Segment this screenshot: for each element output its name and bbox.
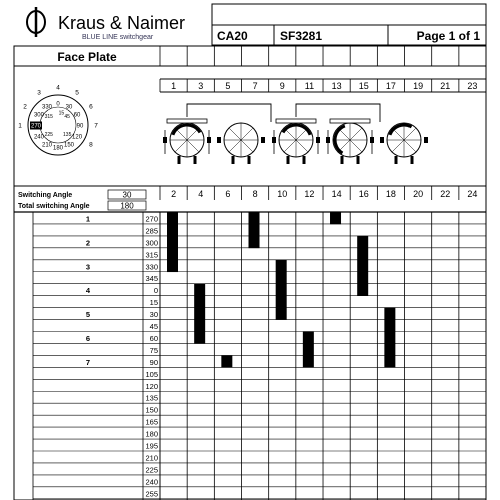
contact-closed-6-75: [303, 343, 314, 355]
dial-angle-45: 45: [64, 113, 70, 120]
switching-angle-value: 30: [122, 190, 132, 200]
contact-closed-5-0: [276, 284, 287, 296]
contact-closed-2-45: [194, 320, 205, 332]
dial-icon: [18, 85, 98, 156]
dial-position-3: 3: [37, 89, 41, 97]
contact-cam-icon: [217, 123, 265, 164]
dial-angle-90: 90: [76, 123, 84, 130]
angle-row-240: 240: [145, 477, 158, 487]
terminal-bottom-8: 8: [252, 189, 258, 199]
angle-row-300: 300: [145, 238, 158, 248]
phi-logo-icon: [27, 7, 45, 37]
terminal-top-21: 21: [440, 81, 451, 91]
contact-closed-1-300: [167, 236, 178, 248]
dial-position-8: 8: [89, 141, 93, 149]
terminal-top-17: 17: [385, 81, 396, 91]
contact-closed-9-60: [384, 332, 395, 344]
terminal-top-7: 7: [252, 81, 258, 91]
dial-position-1: 1: [18, 122, 22, 130]
dial-angle-240: 240: [33, 134, 44, 141]
contact-closed-5-15: [276, 296, 287, 308]
angle-row-135: 135: [145, 393, 158, 403]
terminal-top-3: 3: [198, 81, 204, 91]
terminal-bottom-22: 22: [440, 189, 451, 199]
dial-position-5: 5: [75, 89, 79, 97]
dial-angle-150: 150: [63, 142, 75, 149]
contact-closed-4-300: [249, 236, 260, 248]
contact-closed-9-90: [384, 355, 395, 367]
angle-row-210: 210: [145, 453, 158, 463]
angle-row-45: 45: [149, 322, 158, 331]
switching-angle-label: Switching Angle: [18, 192, 73, 199]
position-1: 1: [85, 214, 91, 224]
terminal-bottom-4: 4: [198, 189, 204, 199]
terminal-top-11: 11: [304, 81, 315, 91]
position-3: 3: [85, 262, 91, 272]
dial-angle-30: 30: [65, 104, 73, 111]
contact-closed-9-75: [384, 343, 395, 355]
terminal-bottom-24: 24: [467, 189, 478, 199]
contact-closed-2-15: [194, 296, 205, 308]
angle-row-345: 345: [145, 274, 158, 284]
contact-closed-9-30: [384, 308, 395, 320]
dial-angle-315: 315: [44, 113, 53, 120]
contact-cam-icon: [380, 123, 428, 164]
face-plate-title: Face Plate: [57, 50, 117, 64]
terminal-grid-top: [160, 46, 486, 200]
position-6: 6: [85, 333, 91, 343]
contact-closed-3-90: [221, 355, 232, 367]
angle-row-195: 195: [145, 441, 158, 451]
terminal-top-1: 1: [171, 81, 177, 91]
dial-angle-330: 330: [41, 104, 53, 111]
contact-closed-6-60: [303, 332, 314, 344]
angle-row-30: 30: [149, 310, 158, 320]
dial-position-2: 2: [23, 103, 27, 111]
dial-angle-0: 0: [56, 101, 60, 108]
switching-table: [33, 212, 486, 500]
terminal-bottom-2: 2: [171, 189, 177, 199]
part-number: SF3281: [280, 29, 323, 43]
angle-row-15: 15: [149, 298, 158, 308]
angle-row-120: 120: [145, 381, 158, 391]
dial-position-4: 4: [56, 84, 60, 92]
contact-closed-8-300: [357, 236, 368, 248]
position-5: 5: [85, 310, 91, 320]
angle-row-330: 330: [145, 262, 158, 272]
dial-angle-60: 60: [73, 112, 81, 119]
terminal-bottom-10: 10: [277, 189, 288, 199]
total-angle-value: 180: [120, 201, 134, 211]
angle-row-60: 60: [149, 333, 158, 343]
dial-angle-135: 135: [63, 132, 72, 139]
terminal-top-9: 9: [279, 81, 285, 91]
dial-angle-120: 120: [72, 134, 83, 141]
contact-closed-1-315: [167, 248, 178, 260]
contact-closed-1-285: [167, 224, 178, 236]
contact-closed-2-60: [194, 332, 205, 344]
dial-position-6: 6: [89, 103, 93, 111]
angle-row-180: 180: [145, 429, 158, 439]
angle-row-0: 0: [153, 286, 158, 296]
angle-row-90: 90: [149, 357, 158, 367]
contact-closed-7-270: [330, 212, 341, 224]
contact-closed-5-30: [276, 308, 287, 320]
dial-angle-15: 15: [58, 110, 65, 117]
terminal-bottom-18: 18: [385, 189, 396, 199]
dial-angle-270: 270: [30, 123, 42, 130]
contact-closed-8-330: [357, 260, 368, 272]
terminal-bottom-16: 16: [358, 189, 369, 199]
angle-row-255: 255: [145, 489, 158, 499]
angle-row-105: 105: [145, 369, 158, 379]
dial-angle-300: 300: [33, 112, 44, 119]
position-4: 4: [85, 286, 91, 296]
contact-closed-1-270: [167, 212, 178, 224]
dial-angle-210: 210: [41, 142, 53, 149]
position-2: 2: [85, 238, 91, 248]
logo-subtitle: BLUE LINE switchgear: [82, 34, 154, 41]
dial-angle-180: 180: [52, 145, 64, 152]
angle-row-285: 285: [145, 226, 158, 236]
contact-closed-2-0: [194, 284, 205, 296]
contact-cams: [163, 104, 428, 164]
logo-text: Kraus & Naimer: [58, 13, 186, 33]
terminal-bottom-12: 12: [304, 189, 315, 199]
terminal-top-23: 23: [467, 81, 478, 91]
terminal-top-15: 15: [358, 81, 369, 91]
angle-row-165: 165: [145, 417, 158, 427]
contact-cam-icon: [163, 119, 211, 164]
contact-closed-2-30: [194, 308, 205, 320]
angle-row-225: 225: [145, 465, 158, 475]
dial-position-7: 7: [94, 122, 98, 130]
contact-cam-icon: [326, 119, 374, 164]
contact-cam-icon: [272, 119, 320, 164]
total-angle-label: Total switching Angle: [18, 203, 90, 210]
position-7: 7: [85, 357, 91, 367]
contact-closed-4-285: [249, 224, 260, 236]
angle-row-150: 150: [145, 405, 158, 415]
dial-angle-225: 225: [44, 132, 53, 139]
terminal-top-19: 19: [413, 81, 424, 91]
contact-closed-6-90: [303, 355, 314, 367]
angle-row-75: 75: [149, 345, 158, 355]
contact-closed-5-330: [276, 260, 287, 272]
contact-closed-1-330: [167, 260, 178, 272]
contact-closed-8-315: [357, 248, 368, 260]
terminal-bottom-14: 14: [331, 189, 342, 199]
contact-closed-8-0: [357, 284, 368, 296]
angle-row-270: 270: [145, 214, 158, 224]
page-label: Page 1 of 1: [416, 29, 480, 43]
angle-row-315: 315: [145, 250, 158, 260]
terminal-top-13: 13: [331, 81, 342, 91]
contact-closed-9-45: [384, 320, 395, 332]
contact-closed-4-270: [249, 212, 260, 224]
contact-closed-5-345: [276, 272, 287, 284]
terminal-bottom-6: 6: [225, 189, 231, 199]
terminal-top-5: 5: [225, 81, 231, 91]
contact-closed-8-345: [357, 272, 368, 284]
model-label: CA20: [217, 29, 248, 43]
terminal-bottom-20: 20: [413, 189, 424, 199]
